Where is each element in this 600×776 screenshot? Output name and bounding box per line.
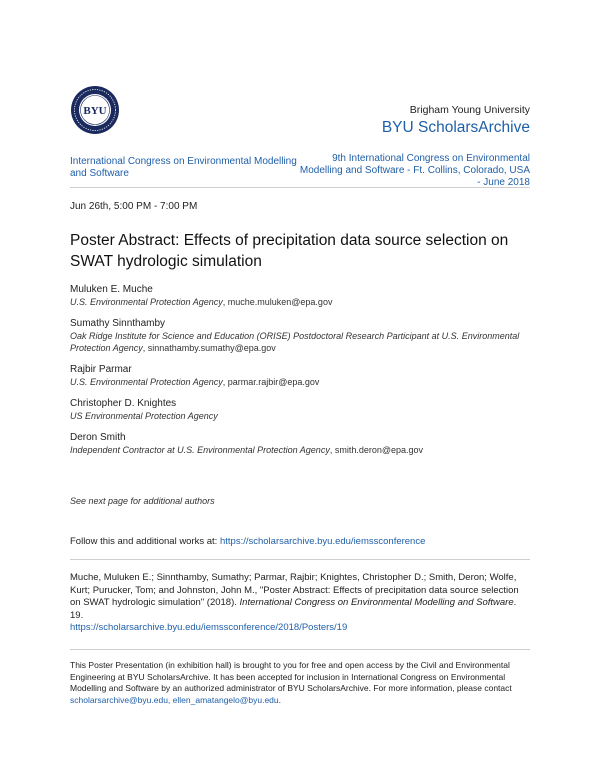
affiliation-text: U.S. Environmental Protection Agency — [70, 297, 223, 307]
author-entry — [70, 317, 540, 354]
author-email: , parmar.rajbir@epa.gov — [222, 377, 320, 387]
author-name: Muluken E. Muche — [70, 284, 153, 295]
author-entry — [70, 431, 540, 456]
follow-line — [70, 536, 425, 547]
conference-event-link[interactable]: 9th International Congress on Environmental Modelling and Software - Ft. Collins, Colorado, USA - June 2018 — [299, 153, 530, 188]
citation-link[interactable]: https://scholarsarchive.byu.edu/iemssconference/2018/Posters/19 — [70, 622, 348, 633]
author-affiliation — [70, 444, 540, 456]
session-date: Jun 26th, 5:00 PM - 7:00 PM — [70, 201, 198, 212]
access-notice — [70, 660, 530, 706]
affiliation-text: Oak Ridge Institute for Science and Education (ORISE) Postdoctoral Research Participant at U.S. Environmental Protection Agency — [70, 331, 520, 353]
citation-block — [70, 572, 530, 635]
author-email: , smith.deron@epa.gov — [329, 445, 424, 455]
contact-email-links[interactable]: scholarsarchive@byu.edu, ellen_amatangelo@byu.edu — [70, 694, 279, 705]
logo-text: BYU — [83, 105, 107, 117]
citation-text: Muche, Muluken E.; Sinnthamby, Sumathy; Parmar, Rajbir; Knightes, Christopher D.; Smith, Deron; Wolfe, Kurt; Purucker, Tom; and Johnston, John M., "Poster Abstract: Effects of precipitation data source selection on SWAT hydrologic simulation" (2018). — [70, 572, 519, 608]
author-name: Christopher D. Knightes — [70, 398, 177, 409]
conference-series-link[interactable]: International Congress on Environmental Modelling and Software — [70, 156, 297, 179]
notice-text: This Poster Presentation (in exhibition hall) is brought to you for free and open access by the Civil and Environmental Engineering at BYU ScholarsArchive. It has been accepted for inclusion in International Congress on Environmental Modelling and Software by an authorized administrator of BYU ScholarsArchive. For more information, please contact — [70, 660, 512, 693]
divider — [70, 559, 530, 560]
author-email: , muche.muluken@epa.gov — [222, 297, 333, 307]
citation-number: . 19. — [70, 597, 517, 621]
affiliation-text: US Environmental Protection Agency — [70, 411, 218, 421]
author-affiliation — [70, 330, 540, 354]
collection-link[interactable]: https://scholarsarchive.byu.edu/iemssconference — [219, 536, 426, 547]
citation-journal: International Congress on Environmental Modelling and Software — [239, 597, 514, 608]
notice-end: . — [278, 694, 282, 705]
author-entry — [70, 363, 540, 388]
author-affiliation — [70, 296, 540, 308]
affiliation-text: Independent Contractor at U.S. Environmental Protection Agency — [70, 445, 330, 455]
divider — [70, 649, 530, 650]
author-name: Rajbir Parmar — [70, 364, 132, 375]
additional-authors-note: See next page for additional authors — [70, 496, 215, 506]
author-entry — [70, 397, 540, 422]
university-name: Brigham Young University — [409, 104, 530, 116]
scholarsarchive-link[interactable]: BYU ScholarsArchive — [381, 119, 530, 136]
author-entry — [70, 283, 540, 308]
affiliation-text: U.S. Environmental Protection Agency — [70, 377, 223, 387]
author-name: Deron Smith — [70, 432, 126, 443]
byu-seal-logo — [70, 85, 120, 135]
author-affiliation — [70, 410, 540, 422]
follow-text: Follow this and additional works at: — [70, 536, 220, 547]
author-list — [70, 283, 540, 465]
author-affiliation — [70, 376, 540, 388]
author-email: , sinnathamby.sumathy@epa.gov — [142, 343, 276, 353]
divider — [70, 187, 530, 188]
paper-title: Poster Abstract: Effects of precipitation data source selection on SWAT hydrologic simulation — [70, 232, 509, 270]
author-name: Sumathy Sinnthamby — [70, 318, 166, 329]
